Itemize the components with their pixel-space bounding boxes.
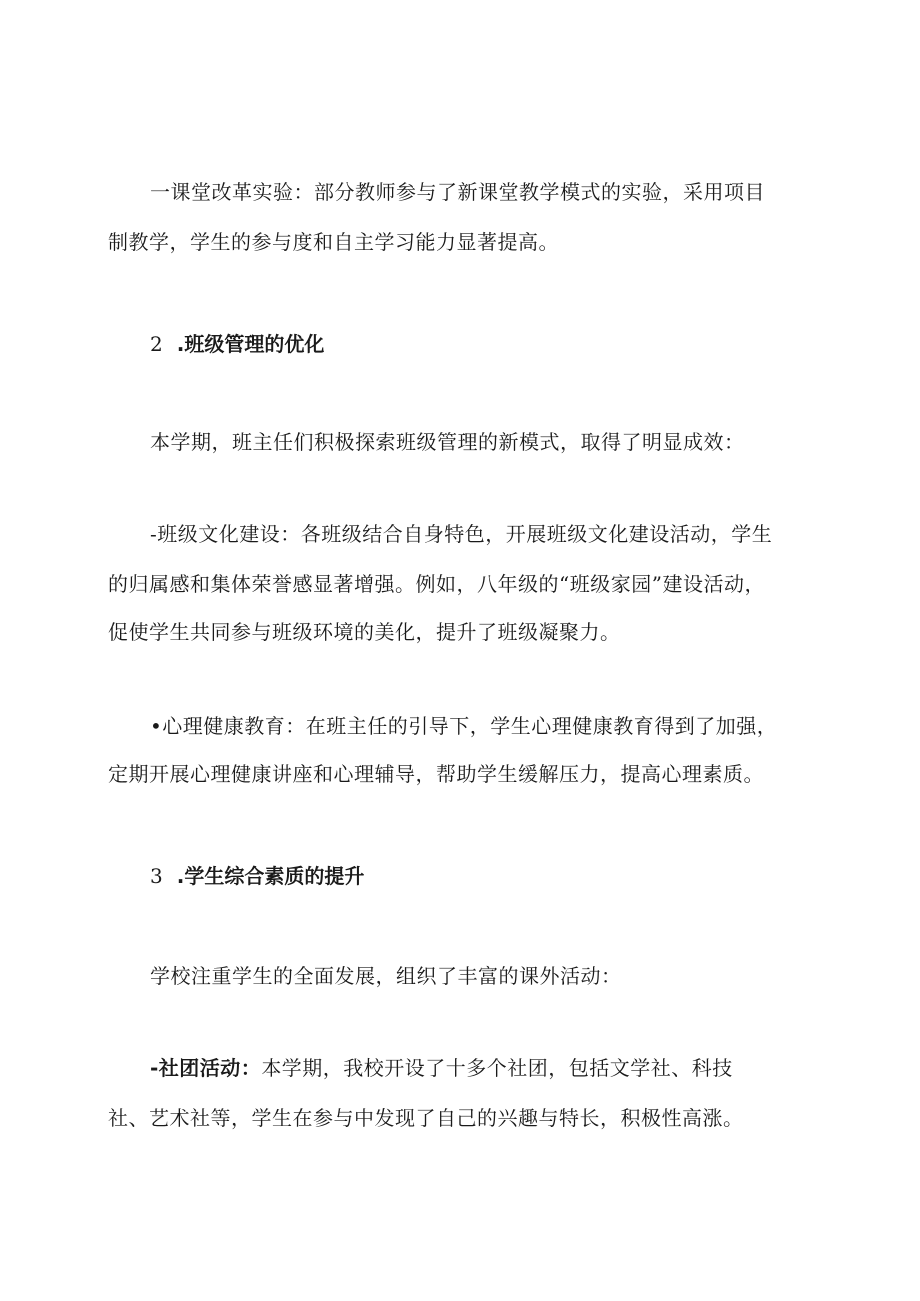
paragraph-class-culture-line-1: -班级文化建设：各班级结合自身特色，开展班级文化建设活动，学生 bbox=[150, 522, 773, 546]
paragraph-class-culture-line-2: 的归属感和集体荣誉感显著增强。例如，八年级的“班级家园”建设活动， bbox=[108, 572, 765, 596]
section-heading-2 bbox=[150, 330, 324, 358]
paragraph-mental-health-line-1: •心理健康教育：在班主任的引导下，学生心理健康教育得到了加强， bbox=[150, 714, 778, 738]
paragraph-class-culture-line-3: 促使学生共同参与班级环境的美化，提升了班级凝聚力。 bbox=[108, 620, 621, 644]
paragraph-classroom-reform-line-2: 制教学，学生的参与度和自主学习能力显著提高。 bbox=[108, 230, 559, 254]
paragraph-clubs-line-1 bbox=[150, 1054, 733, 1082]
paragraph-classroom-reform-line-1: 一课堂改革实验：部分教师参与了新课堂教学模式的实验，采用项目 bbox=[150, 180, 765, 204]
section-heading-3-title: .学生综合素质的提升 bbox=[176, 864, 365, 888]
section-heading-2-title: .班级管理的优化 bbox=[176, 332, 325, 356]
paragraph-mental-health-line-2: 定期开展心理健康讲座和心理辅导，帮助学生缓解压力，提高心理素质。 bbox=[108, 762, 764, 786]
paragraph-clubs-lead: -社团活动： bbox=[150, 1056, 262, 1080]
paragraph-extracurricular-intro: 学校注重学生的全面发展，组织了丰富的课外活动： bbox=[150, 964, 622, 988]
paragraph-clubs-line-1-text: 本学期，我校开设了十多个社团，包括文学社、科技 bbox=[261, 1056, 733, 1080]
section-heading-3 bbox=[150, 862, 364, 890]
section-heading-2-number: 2 bbox=[150, 332, 163, 356]
section-heading-3-number: 3 bbox=[150, 864, 163, 888]
paragraph-clubs-line-2: 社、艺术社等，学生在参与中发现了自己的兴趣与特长，积极性高涨。 bbox=[108, 1106, 744, 1130]
paragraph-class-management-intro: 本学期，班主任们积极探索班级管理的新模式，取得了明显成效： bbox=[150, 430, 745, 454]
